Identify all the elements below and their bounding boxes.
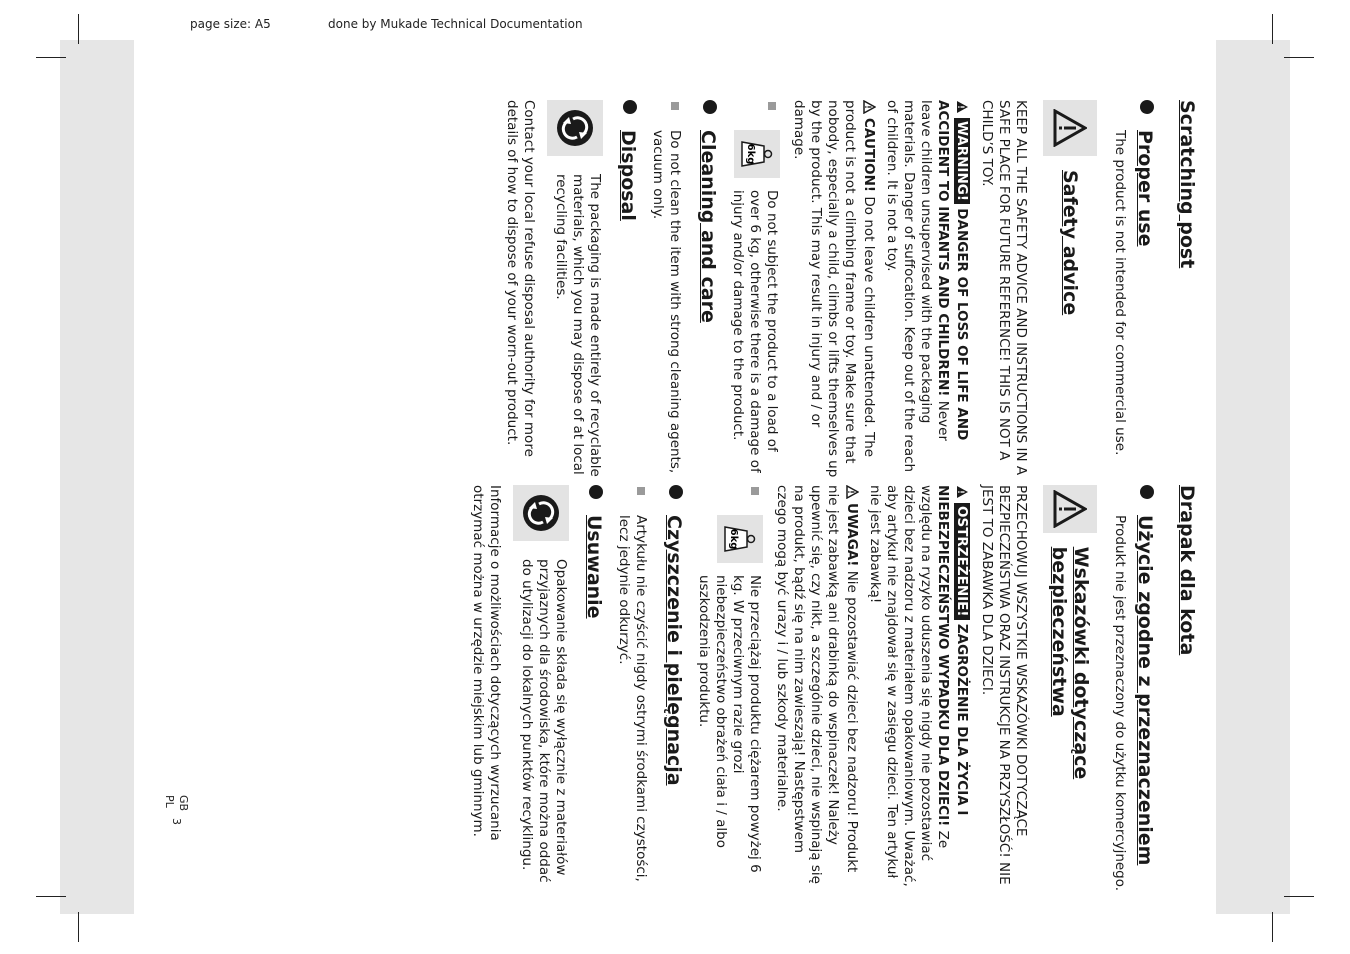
crop-mark — [1272, 912, 1273, 942]
bullet-icon — [1140, 100, 1154, 114]
caution-pl — [773, 485, 860, 895]
warning-bold-en: DANGER OF LOSS OF LIFE AND ACCIDENT TO INFANTS AND CHILDREN! — [935, 100, 970, 441]
warning-label-pl: OSTRZEŻENIE! — [954, 503, 970, 620]
care-text-pl: Artykułu nie czyścić nigdy ostrymi środkami czystości, lecz jedynie odkurzyć. — [616, 515, 649, 882]
heading-disposal-en: Disposal — [617, 130, 639, 221]
heading-safety-pl: Wskazówki dotyczące bezpieczeństwa — [1048, 546, 1092, 780]
polish-column — [469, 485, 1198, 895]
proper-use-en — [1111, 100, 1156, 480]
bullet-icon — [669, 485, 683, 499]
heading-care-pl: Czyszczenie i pielęgnacja — [663, 515, 685, 786]
disposal-pl — [583, 485, 605, 895]
safety-heading-row-en — [1043, 100, 1097, 480]
load-text-en: Do not subject the product to a load of over 6 kg, otherwise there is a damage of injury and/or damage to the product. — [730, 190, 780, 473]
crop-mark — [36, 57, 66, 58]
language-code-gb: GB — [177, 795, 190, 812]
title-en: Scratching post — [1176, 100, 1198, 269]
weight-badge-en: 6kg — [745, 143, 756, 165]
square-bullet-icon — [637, 487, 645, 495]
packaging-text-pl: Opakowanie składa się wyłącznie z materiałów przyjaznych dla środowiska, które można oddać do utylizacji do lokalnych punktów recyklingu. — [519, 559, 569, 883]
page-size-note: page size: A5 — [190, 17, 271, 31]
left-bleed-band — [60, 40, 134, 914]
packaging-pl — [513, 485, 569, 895]
bullet-icon — [623, 100, 637, 114]
caution-triangle-icon — [841, 485, 859, 499]
english-column — [503, 100, 1198, 480]
credit-note: done by Mukade Technical Documentation — [328, 17, 583, 31]
load-item-en — [729, 100, 780, 480]
care-item-en — [649, 100, 683, 480]
load-text-pl: Nie przeciążaj produktu ciężarem powyżej 6 kg. W przeciwnym razie grozi niebezpieczeństwo obrażeń ciała i / albo uszkodzenia produktu. — [696, 575, 763, 873]
right-bleed-band — [1216, 40, 1290, 914]
contact-text-pl: Informacje o możliwościach dotyczących wyrzucania otrzymać można w urzędzie miejskim lub gminnym. — [470, 485, 503, 841]
packaging-en — [547, 100, 603, 480]
warning-text-en: Never leave children unsupervised with the packaging materials. Danger of suffocation. Keep out of the reach of children. It is not a toy. — [884, 100, 951, 473]
caution-triangle-icon — [858, 100, 876, 114]
safety-heading-row-pl — [1043, 485, 1097, 895]
caution-label-en: CAUTION! — [861, 118, 877, 193]
caution-text-en: Do not leave children unattended. The product is not a climbing frame or toy. Make sure that nobody, especially a child, climbs or lifts themselves up by the product. This may result in injury and / or damage. — [791, 100, 877, 478]
rotated-page — [143, 100, 1198, 934]
caution-en — [790, 100, 877, 480]
warning-triangle-icon — [1043, 485, 1097, 533]
square-bullet-icon — [768, 102, 776, 110]
heading-proper-use-en: Proper use — [1134, 130, 1156, 247]
text-proper-use-pl: Produkt nie jest przeznaczony do użytku komercyjnego. — [1112, 515, 1128, 892]
recycling-icon — [547, 100, 603, 156]
text-proper-use-en: The product is not intended for commercial use. — [1112, 130, 1128, 456]
hazard-icon — [951, 485, 969, 499]
warning-triangle-icon — [1043, 100, 1097, 156]
care-en — [697, 100, 719, 480]
title-pl: Drapak dla kota — [1176, 485, 1198, 656]
warning-text-pl: Ze względu na ryzyko uduszenia się nigdy nie pozostawiać dzieci bez nadzoru z materiałem opakowaniowym. Uważać, aby artykuł nie znajdował się w zasięgu dzieci. Ten artykuł nie jest zabawką! — [867, 485, 951, 887]
crop-mark — [1284, 896, 1314, 897]
disposal-en — [617, 100, 639, 480]
recycling-icon — [513, 485, 569, 541]
square-bullet-icon — [671, 102, 679, 110]
crop-mark — [1284, 57, 1314, 58]
keep-safe-pl: PRZECHOWUJ WSZYSTKIE WSKAZÓWKI DOTYCZĄCE BEZPIECZEŃSTWA ORAZ INSTRUKCJE NA PRZYSZŁOŚĆ! NIE JEST TO ZABAWKA DLA DZIECI. — [979, 485, 1029, 885]
warning-label-en: WARNING! — [954, 118, 970, 204]
care-item-pl — [615, 485, 649, 895]
bullet-icon — [1140, 485, 1154, 499]
page-number: 3 — [170, 818, 183, 825]
caution-label-pl: UWAGA! — [844, 503, 860, 567]
crop-mark — [78, 912, 79, 942]
load-item-pl — [695, 485, 763, 895]
warning-bold-pl: ZAGROŻENIE DLA ŻYCIA I NIEBEZPIECZEŃSTWO WYPADKU DLA DZIECI! — [935, 485, 970, 827]
caution-text-pl: Nie pozostawiać dzieci bez nadzoru! Produkt nie jest zabawką ani drabinką do wspinaczek! Należy upewnić się, czy nikt, a szczególnie dzieci, nie wspinają się na produkt, bądź się na nim zawieszają! Następstwem czego mogą być urazy i / lub szkody materialne. — [774, 485, 860, 884]
warning-en — [883, 100, 970, 480]
square-bullet-icon — [751, 487, 759, 495]
keep-safe-en: KEEP ALL THE SAFETY ADVICE AND INSTRUCTIONS IN A SAFE PLACE FOR FUTURE REFERENCE! THIS IS NOT A CHILD’S TOY. — [979, 100, 1029, 476]
care-pl — [663, 485, 685, 895]
contact-text-en: Contact your local refuse disposal authority for more details of how to dispose of your worn-out product. — [504, 100, 537, 457]
language-code-pl: PL — [163, 795, 176, 808]
heading-care-en: Cleaning and care — [697, 130, 719, 323]
packaging-text-en: The packaging is made entirely of recyclable materials, which you may dispose of at local recycling facilities. — [553, 174, 603, 477]
heading-disposal-pl: Usuwanie — [583, 515, 605, 619]
warning-pl — [866, 485, 970, 895]
bullet-icon — [589, 485, 603, 499]
hazard-icon — [951, 100, 969, 114]
care-text-en: Do not clean the item with strong cleaning agents, vacuum only. — [650, 130, 683, 474]
crop-mark — [78, 14, 79, 44]
weight-badge-pl: 6kg — [728, 528, 739, 550]
crop-mark — [1272, 14, 1273, 44]
heading-safety-en: Safety advice — [1059, 170, 1081, 316]
heading-proper-use-pl: Użycie zgodne z przeznaczeniem — [1134, 515, 1156, 866]
weight-icon — [734, 130, 780, 178]
bullet-icon — [703, 100, 717, 114]
weight-icon — [717, 515, 763, 563]
crop-mark — [36, 896, 66, 897]
proper-use-pl — [1111, 485, 1156, 895]
